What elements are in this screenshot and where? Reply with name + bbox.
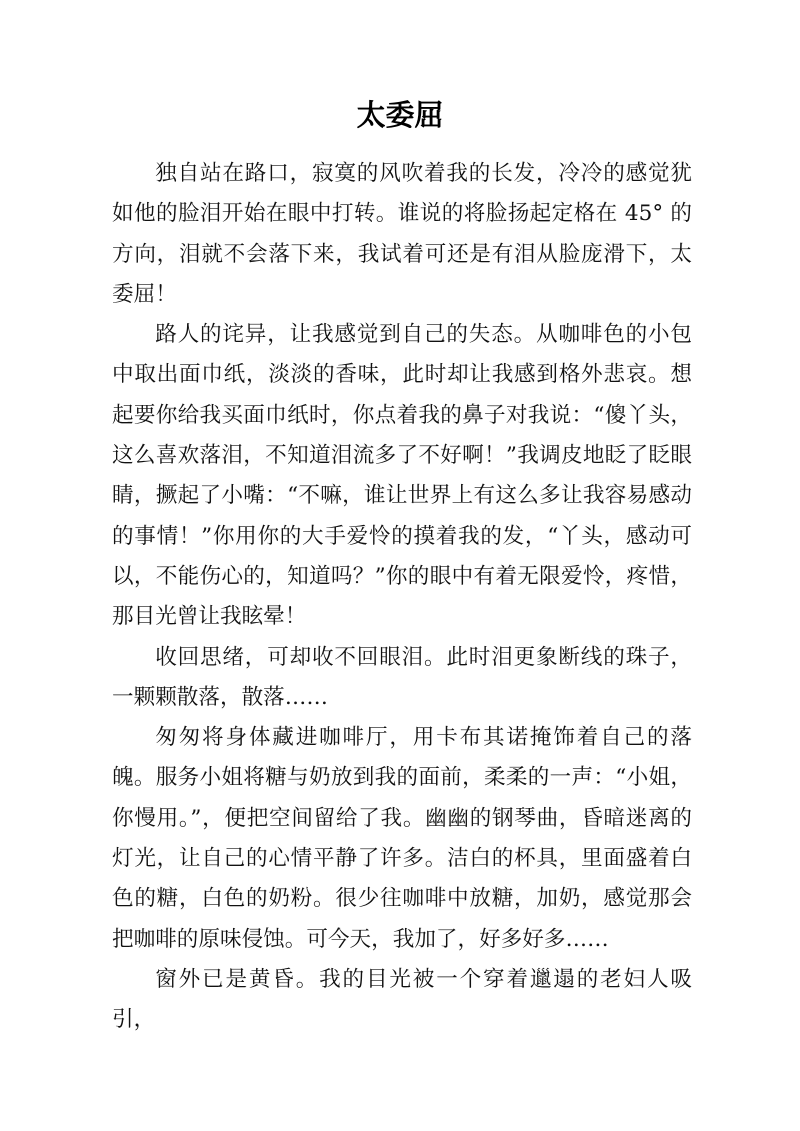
paragraph: 路人的诧异，让我感觉到自己的失态。从咖啡色的小包中取出面巾纸，淡淡的香味，此时却让我感到格外悲哀。想起要你给我买面巾纸时，你点着我的鼻子对我说：“傻丫头，这么喜欢落泪，不知道泪流多了不好啊！”我调皮地眨了眨眼睛，撅起了小嘴：“不嘛，谁让世界上有这么多让我容易感动的事情！”你用你的大手爱怜的摸着我的发，“丫头，感动可以，不能伤心的，知道吗？”你的眼中有着无限爱怜，疼惜，那目光曾让我眩晕！ [112,322,692,630]
paragraph: 独自站在路口，寂寞的风吹着我的长发，冷冷的感觉犹如他的脸泪开始在眼中打转。谁说的将脸扬起定格在 45° 的方向，泪就不会落下来，我试着可还是有泪从脸庞滑下，太委屈！ [112,161,692,307]
paragraph: 窗外已是黄昏。我的目光被一个穿着邋遢的老妇人吸引， [112,966,692,1033]
document-body [112,154,692,1041]
document-title: 太委屈 [356,98,444,132]
paragraph: 匆匆将身体藏进咖啡厅，用卡布其诺掩饰着自己的落魄。服务小姐将糖与奶放到我的面前，柔柔的一声：“小姐，你慢用。”，便把空间留给了我。幽幽的钢琴曲，昏暗迷离的灯光，让自己的心情平静了许多。洁白的杯具，里面盛着白色的糖，白色的奶粉。很少往咖啡中放糖，加奶，感觉那会把咖啡的原味侵蚀。可今天，我加了，好多好多…… [112,725,692,952]
paragraph: 收回思绪，可却收不回眼泪。此时泪更象断线的珠子，一颗颗散落，散落…… [112,644,692,710]
